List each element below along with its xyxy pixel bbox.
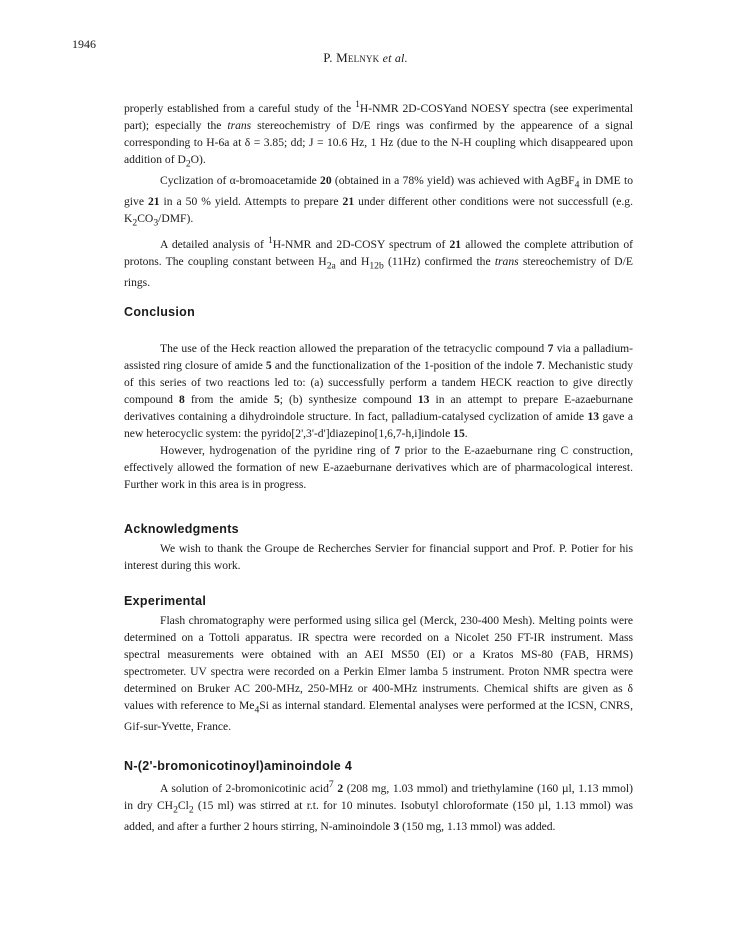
experimental-heading: Experimental [124,594,207,608]
running-header-authors: P. Melnyk [323,50,380,65]
acknowledgments-section [124,540,633,574]
running-header [0,50,731,66]
paragraph-cyclization: Cyclization of α-bromoacetamide 20 (obtained in a 78% yield) was achieved with AgBF$_4$ in DME to give 21 in a 50 % yield. Attempts to prepare 21 under different other conditions were not successfull (e.g. $K_2CO_3/DMF$). [124,174,633,229]
results-continued [124,96,633,291]
page-number: 1946 [72,37,96,51]
conclusion-paragraph-1: The use of the Heck reaction allowed the preparation of the tetracyclic compound 7 via a palladium-assisted ring closure of amide 5 and the functionalization of the 1-position of the indole 7. Mechanistic study of this series of two reactions led to: (a) successfully perform a tandem HECK reaction to give directly compound 8 from the amide 5; (b) synthesize compound 13 in an attempt to prepare E-azaeburnane derivatives containing a dihydroindole structure. In fact, palladium-catalysed cyclization of amide 13 gave a new heterocyclic system: the pyrido[2',3'-d']diazepino[1,6,7-h,i]indole 15. [124,342,633,440]
conclusion-paragraph-2: However, hydrogenation of the pyridine ring of 7 prior to the E-azaeburnane ring C construction, effectively allowed the formation of new E-azaeburnane derivatives which are of pharmacological interest. Further work in this area is in progress. [124,444,633,491]
compound-4-heading: N-(2'-bromonicotinoyl)aminoindole 4 [124,759,353,773]
acknowledgments-heading: Acknowledgments [124,522,239,536]
experimental-text: Flash chromatography were performed using silica gel (Merck, 230-400 Mesh). Melting points were determined on a Tottoli apparatus. IR spectra were recorded on a Nicolet 250 FT-IR instrument. Mass spectral measurements were obtained with an AEI MS50 (EI) or a Kratos MS-80 (FAB, HRMS) spectrometer. UV spectra were recorded on a Perkin Elmer lamba 5 instrument. Proton NMR spectra were determined on Bruker AC 200-MHz, 250-MHz or 400-MHz instruments. Chemical shifts are given as δ values with reference to $Me_4Si$ as internal standard. Elemental analyses were performed at the ICSN, CNRS, Gif-sur-Yvette, France. [124,614,633,734]
conclusion-section [124,340,633,493]
compound-4-procedure [124,776,633,835]
running-header-etal: et al. [382,51,408,65]
conclusion-heading: Conclusion [124,305,196,319]
experimental-section [124,612,633,735]
paragraph-nmr-assignment: properly established from a careful study of the $^1$H-NMR 2D-COSYand NOESY spectra (see experimental part); especially the trans stereochemistry of D/E rings was confirmed by the appearence of a signal corresponding to H-6a at δ = 3.85; dd; J = 10.6 Hz, 1 Hz (due to the N-H coupling which disappeared upon addition of $D_2O$). [124,99,633,170]
paragraph-cosy-analysis: A detailed analysis of $^1$H-NMR and 2D-COSY spectrum of 21 allowed the complete attribution of protons. The coupling constant between $H_{2a}$ and $H_{12b}$ (11Hz) confirmed the trans stereochemistry of D/E rings. [124,234,634,289]
acknowledgments-text: We wish to thank the Groupe de Recherches Servier for financial support and Prof. P. Potier for his interest during this work. [124,542,633,572]
compound-4-text: A solution of 2-bromonicotinic acid$^7$ 2 (208 mg, 1.03 mmol) and triethylamine (160 µl, 1.13 mmol) in dry $CH_2Cl_2$ (15 ml) was stirred at r.t. for 10 minutes. Isobutyl chloroformate (150 µl, 1.13 mmol) was added, and after a further 2 hours stirring, N-aminoindole 3 (150 mg, 1.13 mmol) was added. [124,779,633,834]
